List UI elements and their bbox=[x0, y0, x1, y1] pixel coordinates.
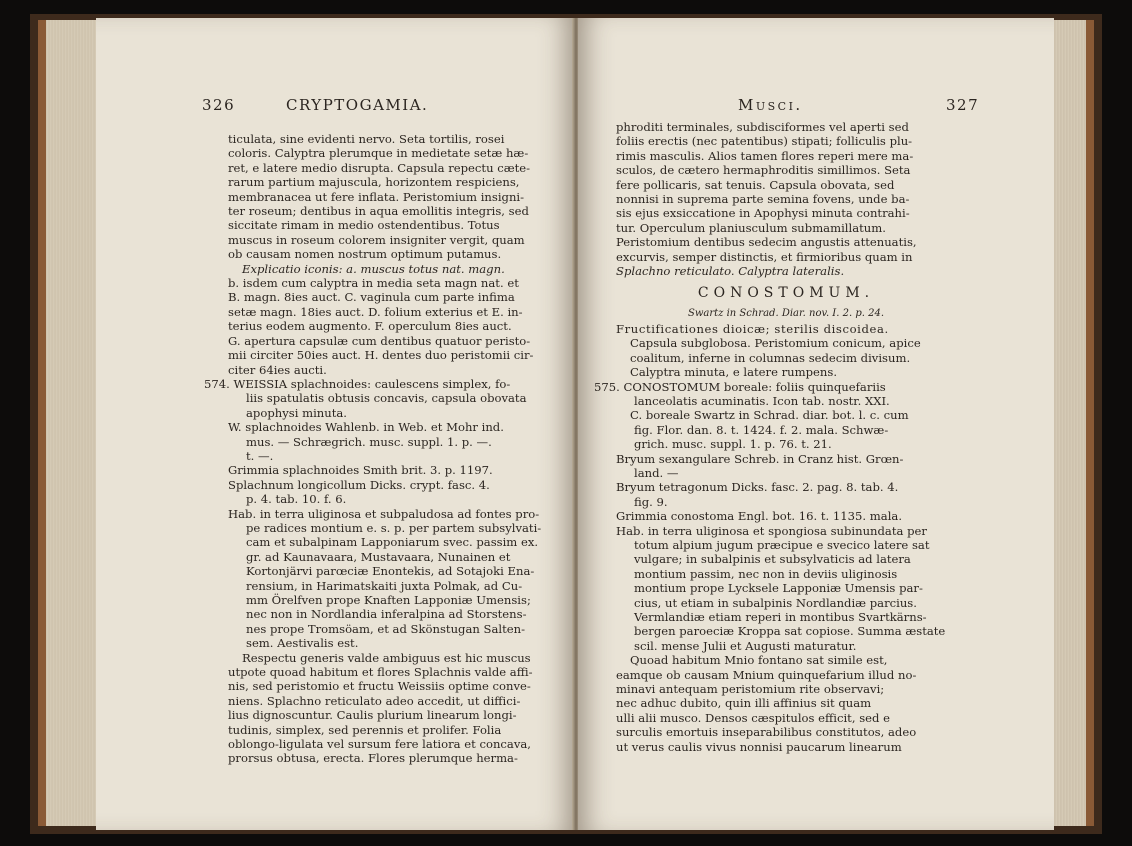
text-line: Splachno reticulato. Calyptra lateralis. bbox=[616, 264, 845, 279]
text-line: Respectu generis valde ambiguus est hic muscus bbox=[242, 650, 531, 665]
text-line: vulgare; in subalpinis et subsylvaticis ad latera bbox=[634, 552, 911, 567]
text-line: liis spatulatis obtusis concavis, capsula obovata bbox=[246, 391, 527, 406]
text-line: ulli alii musco. Densos cæspitulos efficit, sed e bbox=[616, 710, 890, 725]
text-line: rensium, in Harimatskaiti juxta Polmak, ad Cu- bbox=[246, 578, 523, 593]
species-entry-574: 574. WEISSIA splachnoides: caulescens simplex, fo- bbox=[204, 376, 511, 391]
left-running-head: CRYPTOGAMIA. bbox=[286, 96, 429, 114]
synonym-line: Grimmia conostoma Engl. bot. 16. t. 1135. mala. bbox=[616, 509, 903, 524]
text-line: oblongo-ligulata vel sursum fere latiora et concava, bbox=[228, 737, 531, 752]
text-line: nec non in Nordlandia inferalpina ad Storstens- bbox=[246, 607, 527, 622]
text-line: coloris. Calyptra plerumque in medietate setæ hæ- bbox=[228, 146, 529, 161]
text-line: lanceolatis acuminatis. Icon tab. nostr. XXI. bbox=[634, 393, 890, 408]
text-line: sculos, de cætero hermaphroditis simillimos. Seta bbox=[616, 163, 911, 178]
text-line: phroditi terminales, subdisciformes vel aperti sed bbox=[616, 120, 909, 134]
text-line: nis, sed peristomio et fructu Weissiis optime conve- bbox=[228, 679, 531, 694]
text-line: nec adhuc dubito, quin illi affinius sit quam bbox=[616, 696, 872, 711]
text-line: ob causam nomen nostrum optimum putamus. bbox=[228, 247, 502, 262]
text-line: B. magn. 8ies auct. C. vaginula cum parte infima bbox=[228, 290, 515, 305]
synonym-line: C. boreale Swartz in Schrad. diar. bot. l. c. cum bbox=[630, 408, 909, 423]
text-line: rimis masculis. Alios tamen flores reperi mere ma- bbox=[616, 148, 914, 163]
synonym-line: W. splachnoides Wahlenb. in Web. et Mohr ind. bbox=[228, 420, 504, 435]
text-line: Vermlandiæ etiam reperi in montibus Svartkärns- bbox=[634, 610, 927, 624]
text-line: excurvis, semper distinctis, et firmioribus quam in bbox=[616, 249, 913, 264]
left-page-body bbox=[204, 132, 554, 766]
text-line: totum alpium jugum præcipue e svecico latere sat bbox=[634, 537, 930, 552]
text-line: ut verus caulis vivus nonnisi paucarum linearum bbox=[616, 739, 902, 754]
text-line: lius dignoscuntur. Caulis plurium linearum longi- bbox=[228, 708, 517, 723]
habitat-line: Hab. in terra uliginosa et spongiosa subinundata per bbox=[616, 523, 927, 538]
text-line: setæ magn. 18ies auct. D. folium exterius et E. in- bbox=[228, 304, 523, 319]
left-page-number: 326 bbox=[202, 96, 236, 114]
synonym-line: mus. — Schrægrich. musc. suppl. 1. p. —. bbox=[246, 434, 492, 449]
text-line: ter roseum; dentibus in aqua emollitis integris, sed bbox=[228, 204, 529, 219]
text-line: mm Örelfven prope Knaften Lapponiæ Umensis; bbox=[246, 593, 531, 607]
right-page-number: 327 bbox=[946, 96, 980, 114]
text-line: niens. Splachno reticulato adeo accedit, ut diffici- bbox=[228, 693, 521, 708]
text-line: tudinis, simplex, sed perennis et prolifer. Folia bbox=[228, 722, 502, 737]
text-line: montium prope Lycksele Lapponiæ Umensis par- bbox=[634, 581, 923, 596]
text-line: Fructificationes dioicæ; sterilis discoidea. bbox=[616, 321, 889, 336]
text-line: Calyptra minuta, e latere rumpens. bbox=[630, 365, 838, 380]
text-line: nonnisi in suprema parte semina fovens, unde ba- bbox=[616, 192, 910, 207]
text-line: scil. mense Julii et Augusti maturatur. bbox=[634, 638, 857, 653]
synonym-line: Splachnum longicollum Dicks. crypt. fasc. 4. bbox=[228, 477, 490, 492]
text-line: montium passim, nec non in deviis uliginosis bbox=[634, 566, 898, 581]
text-line: prorsus obtusa, erecta. Flores plerumque herma- bbox=[228, 751, 518, 766]
text-line: bergen paroeciæ Kroppa sat copiose. Summa æstate bbox=[634, 624, 946, 639]
text-line: citer 64ies aucti. bbox=[228, 362, 327, 377]
text-line: minavi antequam peristomium rite observavi; bbox=[616, 682, 885, 697]
synonym-line: land. — bbox=[634, 465, 679, 480]
synonym-line: t. —. bbox=[246, 448, 274, 463]
text-line: Quoad habitum Mnio fontano sat simile est, bbox=[630, 653, 888, 668]
synonym-line: fig. 9. bbox=[634, 494, 668, 509]
text-line: nes prope Tromsöam, et ad Skönstugan Salten- bbox=[246, 621, 525, 636]
synonym-line: grich. musc. suppl. 1. p. 76. t. 21. bbox=[634, 437, 832, 452]
right-page-body bbox=[594, 120, 956, 754]
text-line: Peristomium dentibus sedecim angustis attenuatis, bbox=[616, 235, 917, 250]
text-line: siccitate rimam in medio ostendentibus. Totus bbox=[228, 218, 500, 233]
synonym-line: fig. Flor. dan. 8. t. 1424. f. 2. mala. Schwæ- bbox=[634, 422, 889, 437]
text-line: membranacea ut fere inflata. Peristomium insigni- bbox=[228, 189, 525, 204]
text-line: tur. Operculum planiusculum submamillatum. bbox=[616, 220, 886, 235]
text-line: mii circiter 50ies auct. H. dentes duo peristomii cir- bbox=[228, 348, 534, 363]
text-line: sis ejus exsiccatione in Apophysi minuta contrahi- bbox=[616, 206, 910, 221]
right-page-edges bbox=[1052, 20, 1094, 826]
genus-reference: Swartz in Schrad. Diar. nov. I. 2. p. 24. bbox=[687, 308, 884, 320]
synonym-line: p. 4. tab. 10. f. 6. bbox=[246, 492, 347, 507]
text-line: G. apertura capsulæ cum dentibus quatuor peristo- bbox=[228, 333, 531, 348]
text-line: ret, e latere medio disrupta. Capsula repectu cæte- bbox=[228, 160, 531, 175]
text-line: terius eodem augmento. F. operculum 8ies auct. bbox=[228, 319, 512, 334]
text-line: foliis erectis (nec patentibus) stipati; folliculis plu- bbox=[616, 134, 913, 149]
text-line: sem. Aestivalis est. bbox=[246, 636, 359, 651]
text-line: apophysi minuta. bbox=[246, 405, 347, 420]
synonym-line: Grimmia splachnoides Smith brit. 3. p. 1197. bbox=[228, 463, 493, 478]
text-line: Capsula subglobosa. Peristomium conicum, apice bbox=[630, 336, 921, 351]
text-line: rarum partium majuscula, horizontem respiciens, bbox=[228, 175, 520, 190]
text-line: Explicatio iconis: a. muscus totus nat. magn. bbox=[242, 261, 505, 276]
habitat-line: Hab. in terra uliginosa et subpaludosa ad fontes pro- bbox=[228, 506, 540, 521]
right-running-head: Musci. bbox=[738, 96, 803, 114]
text-line: coalitum, inferne in columnas sedecim divisum. bbox=[630, 350, 911, 365]
genus-title: CONOSTOMUM. bbox=[697, 285, 875, 302]
text-line: ticulata, sine evidenti nervo. Seta tortilis, rosei bbox=[228, 132, 505, 146]
text-line: pe radices montium e. s. p. per partem subsylvati- bbox=[246, 520, 542, 535]
text-line: gr. ad Kaunavaara, Mustavaara, Nunainen et bbox=[246, 549, 511, 564]
left-page bbox=[96, 18, 574, 830]
text-line: eamque ob causam Mnium quinquefarium illud no- bbox=[616, 667, 917, 682]
text-line: muscus in roseum colorem insigniter vergit, quam bbox=[228, 232, 525, 247]
text-line: b. isdem cum calyptra in media seta magn nat. et bbox=[228, 276, 519, 291]
synonym-line: Bryum tetragonum Dicks. fasc. 2. pag. 8. tab. 4. bbox=[616, 480, 899, 495]
synonym-line: Bryum sexangulare Schreb. in Cranz hist. Grœn- bbox=[616, 451, 904, 466]
text-line: cius, ut etiam in subalpinis Nordlandiæ parcius. bbox=[634, 595, 917, 610]
text-line: Kortonjärvi parœciæ Enontekis, ad Sotajoki Ena- bbox=[246, 564, 535, 579]
text-line: fere pollicaris, sat tenuis. Capsula obovata, sed bbox=[616, 177, 895, 192]
text-line: utpote quoad habitum et flores Splachnis valde affi- bbox=[228, 665, 533, 680]
text-line: cam et subalpinam Lapponiarum svec. passim ex. bbox=[246, 535, 539, 550]
species-entry-575: 575. CONOSTOMUM boreale: foliis quinquefariis bbox=[594, 379, 886, 394]
text-line: surculis emortuis inseparabilibus constitutos, adeo bbox=[616, 725, 917, 740]
right-page bbox=[578, 18, 1054, 830]
